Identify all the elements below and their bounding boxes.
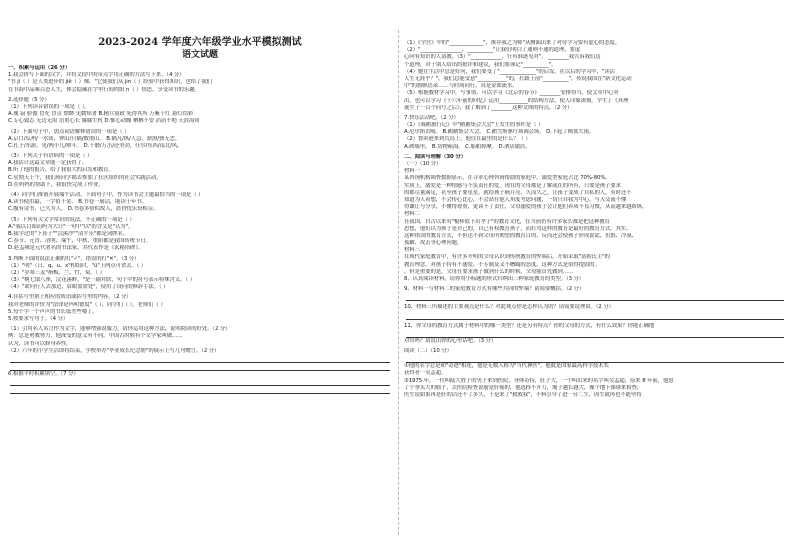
top-margin [404, 0, 786, 40]
left-line-27: （3）"桃七取八厘，浣花溪畔，"是一副对联，句子中的符号表示特殊含义。（ ） [8, 277, 195, 284]
right-line-11: （1）《骑鹅旅行记》中"鹅鹅集会大会"上发生的事件是（ ） [404, 122, 544, 129]
left-line-19: （5）下列有关文学常识的说法，不正确的一项是（ ） [8, 216, 135, 223]
left-line-29: 4.在括号里填上相应的成语或括号里的内容。（2 分） [8, 294, 132, 301]
right-line-12: A.尼尔斯去喝。 B.鹅鹅集会大会。 C.鹅雪斯驱疗场调会场。 D.下起了倾盆大雨。 [404, 129, 595, 136]
right-line-15: 二、阅读与理解（30 分） [404, 153, 466, 160]
right-line-1: （2）"________________，__________"让我们明白了通则不通的道理，要虚 [404, 47, 581, 54]
right-column [404, 0, 786, 550]
left-line-8: （2）下面句子中，加点词语解释错误的一项是（ ） [8, 128, 130, 135]
right-line-0: （1）《学宫》中的"_____________"，推荐我之为师"从侧面出来了对待学习要有虚心的态度。 [404, 40, 621, 46]
left-line-31: 5.每个学一个声声的书长低差些喽了。 [8, 308, 98, 315]
right-line-20: 的都尽量满足，甚至孩子要星星，就给孩子摘月亮，久而久之，让孩子变成了自私的人，有时还不 [404, 189, 632, 196]
left-line-16: （4）同学们准备开展端午活动，下面句子中，作为读书会主题最恰当的一项是（ ） [8, 192, 204, 198]
right-line-23: 材料二 [404, 211, 420, 218]
left-line-17: A.读书使用最，一字值千金。 B.书卷一展话，能读十年书。 [8, 199, 147, 206]
left-line-4: 2.选择题（5 分） [8, 96, 50, 103]
left-line-11: （3）下列关于有语病的一项是（ ） [8, 153, 93, 160]
right-line-6: 中"的旗帜语录……与时间同行，真是金如流水。 [404, 83, 518, 90]
left-line-10: C.孔子/东游，见/两小儿/辩斗。 D.千磨/万击/还坚劲，任尔/东西/南北/风。 [8, 142, 183, 149]
right-line-42: 医生说如果再是肝的话还不了多久，于是来了"救救我"，不料引导了进一台二生，因生就再也不能坚持 [404, 391, 642, 398]
left-line-7: C.专心致志 无边无垠 语重心长 膝膝生机 D.惟心动魄 栖栖不安 滔滔不绝 天涯海角 [8, 118, 200, 125]
left-answer-line[interactable] [10, 378, 390, 386]
left-line-3: 在书海中品味百态人生，体会隐藏在字里行间的组 n（ ）情思，享受读书的乐趣。 [8, 86, 200, 93]
left-line-5: （1）下列读音错误的一项是（ ）。 [8, 103, 90, 110]
left-line-23: D.赵孟频是元代著名的书法家，其代表作是《玄秘塔碑》。 [8, 245, 144, 252]
right-line-24: 在我国，自古以来有"棍棒底下出孝子"的教育文化，在当前仍有许多家长都是把这种教育 [404, 218, 610, 225]
right-line-5: 人生无涯乎？"，我们总能受意"___________"的，打跟上前"__________"，传说我国在"新文化运动 [404, 75, 632, 82]
right-line-3: 个道理，对于别人给出的批评和建议，我们要谨记"__________"。 [404, 61, 557, 68]
right-line-29: 在现代家庭教育中，有许多开明的父母认识到传统教育的弊端后，开始采取"富勒氏主"的 [404, 254, 610, 261]
left-line-26: （2）"岁寒三友"指梅、兰、竹、菊。（ ） [8, 269, 105, 276]
right-answer-line[interactable] [406, 330, 784, 338]
right-answer-line[interactable] [406, 293, 784, 301]
column-separator [398, 30, 399, 535]
left-answer-line[interactable] [10, 355, 390, 363]
left-line-34: 例：总是勇教努力，他深受的意义有不同。中国古时候有个文学家叫做…… [8, 333, 183, 340]
right-line-13: （2）鲁滨逊来到荒岛上，他住在最里的是什么？（ ） [404, 136, 531, 143]
right-line-39: 获得者一吴孟超。 [404, 370, 447, 377]
right-line-7: （5）根据教材学习中，写事情，可以学习《北京的春节》________安排得当，使文章中心突 [404, 90, 619, 97]
right-line-19: 实质上，溺爱是一种情感与不负责任的爱，现在的父母都是了解或在的所有，只要是孩子要求 [404, 182, 621, 189]
right-line-18: 某咨询机构调查数据显示，在寻求心理咨询帮助的家庭中，溺爱型家庭占比 70%-80%。 [404, 175, 611, 182]
left-line-37: 6.根据平时积累填空。（7 分） [8, 370, 79, 377]
page-title: 2023-2024 学年度六年级学业水平模拟测试 [98, 37, 302, 48]
left-line-13: B.听了他的报告，给了我很大的启发和教育。 [8, 167, 114, 174]
right-line-17: 材料一 [404, 168, 420, 175]
left-line-9: A.京口/瓜州/一水间，钟山/只隔/数重山。 B.隔凡/纵/人急，潦潦/独无恙。 [8, 135, 181, 142]
right-line-8: 出，也可以学习《十六年前的回忆》运用___________的结构方法，使人印象深刻。学生了《真理 [404, 97, 629, 104]
left-line-33: （1）引用名人名言作为文字，能够增强说服力。请你运用这种方法，说明阅读的好处。（2 分） [8, 326, 231, 333]
left-line-15: D.在妈妈的帮助下，我很快完成了作业。 [8, 181, 104, 188]
left-line-14: C.星期天上午，我们班同学都去参加了社区组织的社会实践活动。 [8, 174, 162, 181]
right-line-26: 这种错误的教育方式，不但达不到父母所期望的教育目的，反而还会使孩子形成说谎、仇恨、冷漠、 [404, 232, 637, 239]
right-answer-line[interactable] [406, 355, 784, 363]
right-line-25: 思想，他们以为孩子是自己的，自己有权教育孩子，而打骂这样的教育是最好的教育方式。其实， [404, 225, 632, 232]
right-line-10: 7.快乐活动吧。（2 分） [404, 114, 459, 121]
left-line-32: 5.按要求写句子。（4 分） [8, 316, 69, 322]
left-line-25: （1）"明"（日、q、u、x"相组时，"ü"上两点可省去。（ ） [8, 262, 147, 269]
left-line-21: B.我学过的"卜算子""浣溪沙""清平乐"都是词牌名。 [8, 230, 129, 237]
left-line-1: 1.我会拼写下面的汉字，并将文段中的带点字用正确的方法写下来。（4 分） [8, 72, 185, 79]
right-line-32: 8、认真阅读材料，请你用小标题的形式归纳出三种家庭教育的类型。（3 分） [404, 276, 585, 282]
right-line-30: 教育理念，对孩子持有不溺爱、不专制及又不糟蹋的态度，这种方式是值得提倡的。 [404, 261, 600, 268]
right-line-9: 诞生于一百个问号之后》，我了解到了________这种文体的特点。（2 分） [404, 104, 573, 111]
right-line-4: （4）她在生活中总是好问，我们要受了"______________"的启发，在以后的学习中，"读活 [404, 68, 615, 75]
right-line-14: A.碑墙里。 B.货物箱海。 C.船舶掉摩。 D.酒店旅店。 [404, 143, 531, 150]
left-line-6: A.瑰 寂 骄傲 冒充 冒贡 缥缈 见微知著 B.精兵简政 死得其所 万紫千红 悬灯结彩 [8, 111, 194, 118]
right-answer-line[interactable] [406, 312, 784, 320]
right-line-2: 心向有知识的人请教。（3）"____________，行有谁逐见对"。 ________我告诉我们这 [404, 54, 601, 61]
right-line-31: ，但是重要的是，父母在要求孩子做到什么的时候，父母能首先做到…… [404, 268, 574, 275]
left-line-18: C.腹有诗书，已久为人。 D.书卷多情似故人，晨昏忧乐每相亲。 [8, 206, 159, 213]
left-column [8, 0, 392, 550]
left-line-0: 一、积累与运用（26 分） [8, 65, 70, 71]
right-line-22: 得谦让与分享，不懂得尊重，更谈不了责任，父母溺爱的孩子会让他们养成不良习惯，从而越来越娇纵。 [404, 204, 648, 211]
left-line-35: 认为，读书可以修身养性。 [8, 340, 72, 347]
page-subtitle: 语文试题 [181, 50, 218, 60]
left-line-30: 我对老师的评价为"法律是玛明德度"（ ），同学们（ ），老师们（ ） [8, 301, 166, 308]
right-line-21: 知道为人着想，不会传心比心，不会站在他人角度考虑问题，一切只自我为中心，与人交流不懂 [404, 196, 627, 203]
right-line-28: 材料三 [404, 247, 420, 254]
left-line-22: C.春节、元宵、清明、端午、中秋、重阳都是我国传统节日。 [8, 238, 151, 245]
left-answer-line[interactable] [10, 386, 390, 394]
left-line-20: A."我以目始而吗为大日"一句中"以"的含义是"认为"。 [8, 223, 134, 230]
right-line-37: 阅读（二）（10 分） [404, 347, 452, 354]
left-line-12: A.我估计这篇文章能一定获得了。 [8, 160, 88, 167]
left-answer-line[interactable] [10, 363, 390, 371]
right-line-36: 对待吗？请说出你的心里话吧。（3 分） [404, 337, 497, 344]
left-line-24: 3.判断下面的说法正确的打"✓"，错误的打"✕"。（3 分） [8, 255, 140, 262]
right-line-33: 9、材料一与材料二的家庭教育方式有哪些共同的弊端？请简要概括。（2 分） [404, 286, 585, 293]
right-line-35: 11、你父母的教育方式属于材料中的哪一类型？还是另有特点？你的父母的方式，有什么效果？你能正确地 [404, 322, 655, 329]
right-line-27: 孤僻、攻击等心理问题。 [404, 240, 463, 247]
left-line-28: （4）"欲问行人去那边，眉眼盈盈处"，使用了设问的修辞手法。（ ） [8, 284, 169, 291]
left-line-36: （2）六年的小学生活即将结束，学校举办"毕业成长纪念册"的展示上写几句赠言。（2 分） [8, 347, 220, 354]
right-line-38: ①他的名字总是和"奇迹"相连，他是无数人称为"当代神医"。他就是国家最高科学技术奖 [404, 363, 609, 370]
right-line-41: 了个拳头大的瘤子，去医院检查说瘤是肝癌的，他选择不开刀，瘤子越长越大，像个地下图球来检查， [404, 384, 643, 391]
right-line-34: 10、材料三所描述的主要观点是什么？对此观点你是怎样认为的？请简要说理由。（2 分） [404, 304, 614, 311]
right-line-16: （一）（10 分） [404, 161, 442, 167]
right-line-40: ②1975 年，一位叫陆大胜子的男子来到医院，身体奇特，肚子大，一个叫出来的名字叫吴孟超，原来 8 年前，他患 [404, 377, 674, 384]
left-line-2: "书 ji（ ）是人类进步的 jiē（ ）梯。"它使我们从 jìn（ ）经验中获得知识，也给了我们 [8, 79, 212, 86]
